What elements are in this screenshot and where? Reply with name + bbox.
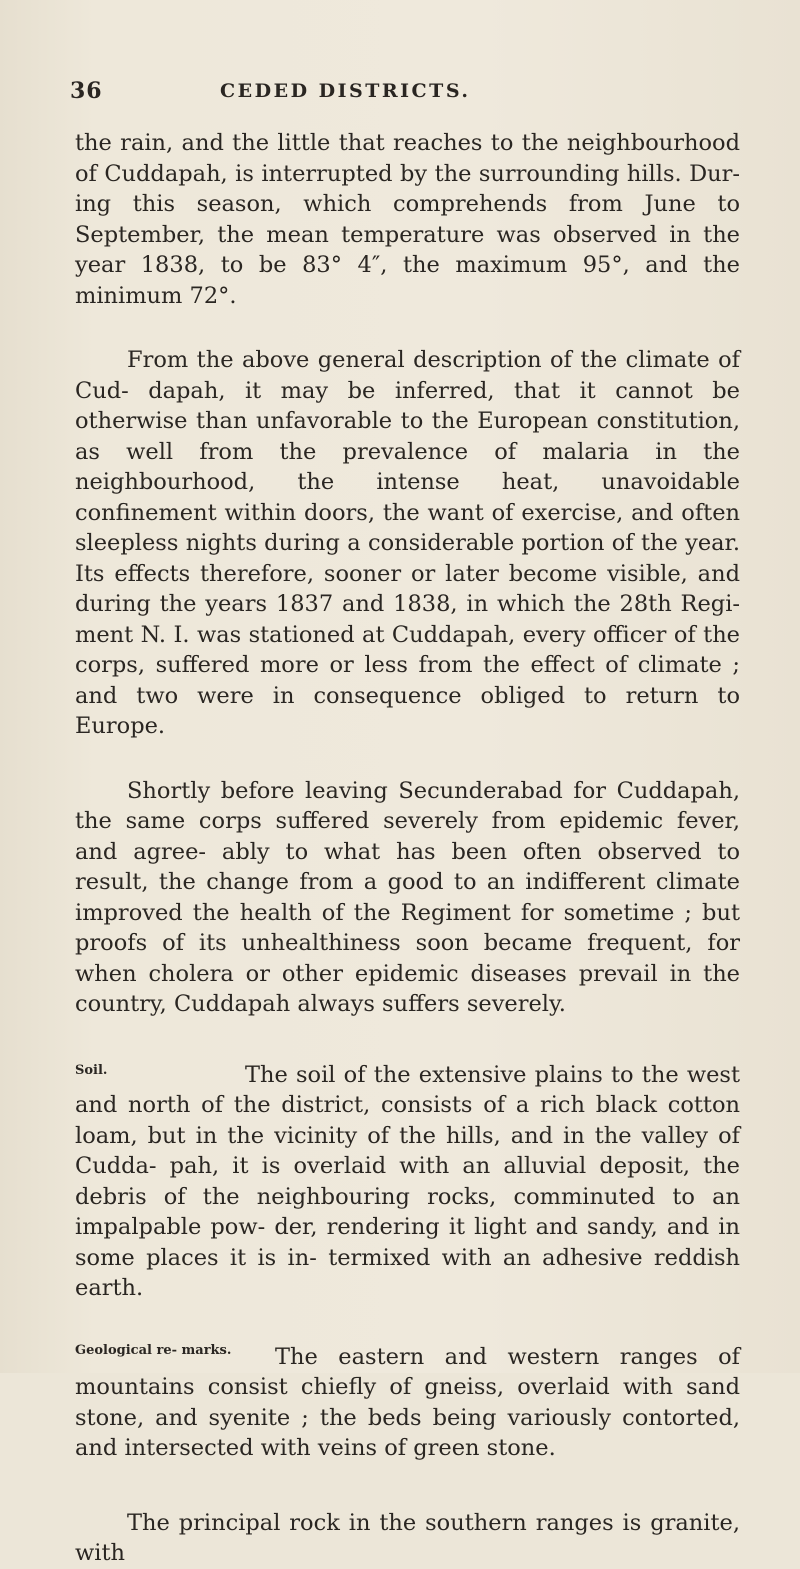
page-header	[70, 78, 760, 108]
paragraph-soil	[75, 1060, 740, 1304]
running-head: CEDED DISTRICTS.	[220, 80, 471, 102]
paragraph-epidemic: Shortly before leaving Secunderabad for Cuddapah, the same corps suffered severely from epidemic fever, and agree- ably to what has been often observed to result, the change from a good to an indifferent climate improved the health of the Regiment for sometime ; but proofs of its unhealthiness soon became frequent, for when cholera or other epidemic diseases prevail in the country, Cuddapah always suffers severely.	[75, 777, 740, 1017]
paragraph-granite: The principal rock in the southern ranges is granite, with	[75, 1509, 740, 1566]
sidenote-geology: Geological re- marks.	[75, 1342, 232, 1358]
paragraph-climate: From the above general description of the climate of Cud- dapah, it may be inferred, that it cannot be otherwise than unfavorable to the European constitution, as well from the prevalence of malaria in the neighbourhood, the intense heat, unavoidable confinement within doors, the want of exercise, and often sleepless nights during a considerable portion of the year. Its effects therefore, sooner or later become visible, and during the years 1837 and 1838, in which the 28th Regi- ment N. I. was stationed at Cuddapah, every officer of the corps, suffered more or less from the effect of climate ; and two were in consequence obliged to return to Europe.	[75, 347, 740, 739]
paragraph-geology	[75, 1342, 740, 1464]
sidenote-soil: Soil.	[75, 1062, 108, 1078]
paragraph-geology-text: The eastern and western ranges of mountains consist chiefly of gneiss, overlaid with sand stone, and syenite ; the beds being variously contorted, and intersected with veins of green stone.	[75, 1343, 740, 1461]
page-number: 36	[70, 78, 103, 104]
body-text	[75, 128, 740, 1569]
paragraph-rain: the rain, and the little that reaches to the neighbourhood of Cuddapah, is interrupted by the surrounding hills. Dur- ing this season, which comprehends from June to September, the mean temperature was observed in the year 1838, to be 83° 4″, the maximum 95°, and the minimum 72°.	[75, 130, 740, 309]
paragraph-soil-text: The soil of the extensive plains to the west and north of the district, consists of a rich black cotton loam, but in the vicinity of the hills, and in the valley of Cudda- pah, it is overlaid with an alluvial deposit, the debris of the neighbouring rocks, comminuted to an impalpable pow- der, rendering it light and sandy, and in some places it is in- termixed with an adhesive reddish earth.	[75, 1061, 740, 1301]
